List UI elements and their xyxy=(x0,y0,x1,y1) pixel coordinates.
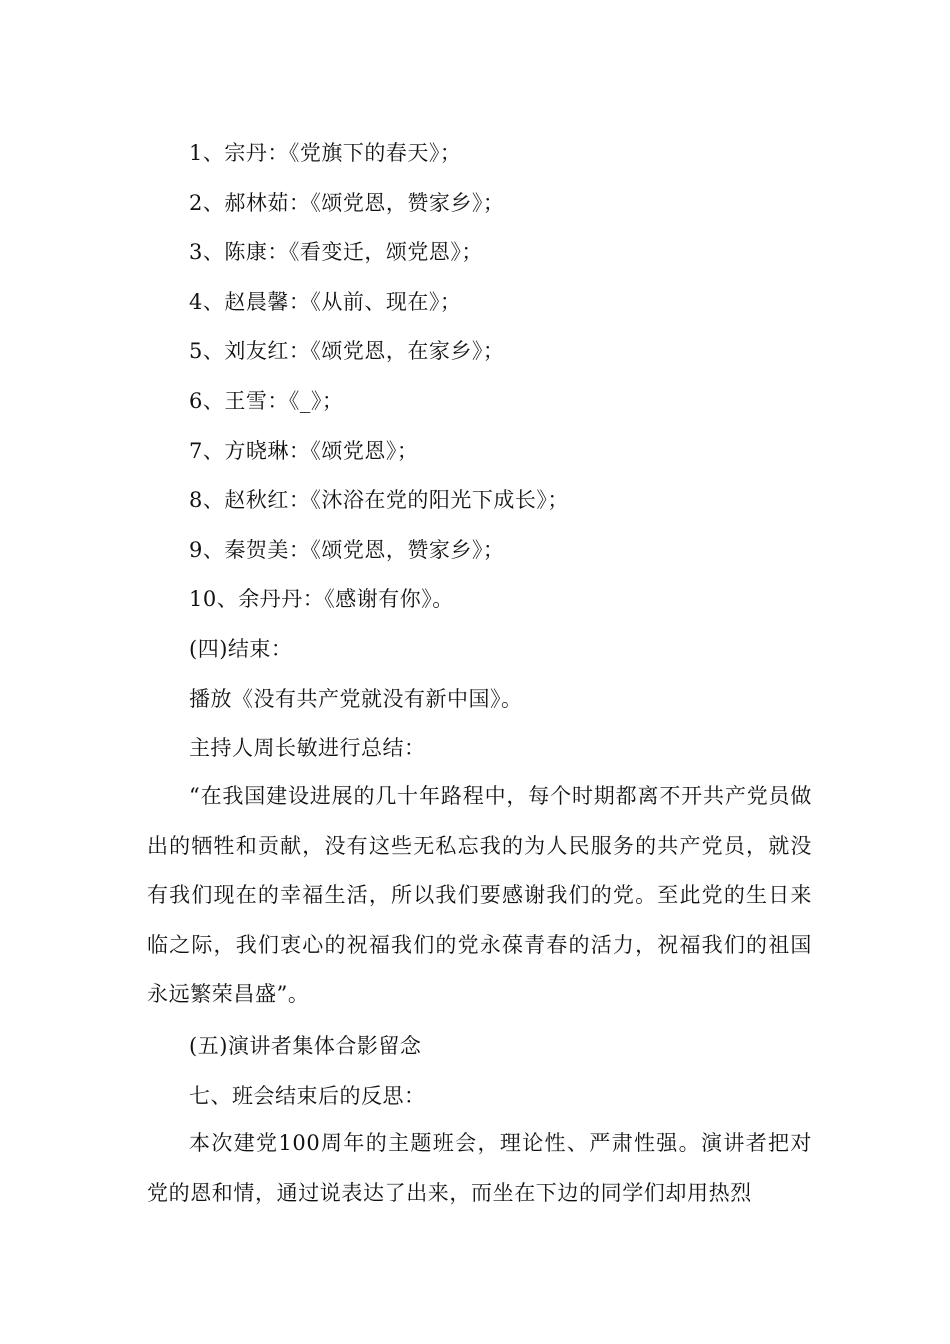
speaker-item-3: 3、陈康：《看变迁，颂党恩》； xyxy=(189,240,483,264)
speaker-item-10: 10、余丹丹：《感谢有你》。 xyxy=(189,587,454,611)
section-seven-heading: 七、班会结束后的反思： xyxy=(189,1084,426,1108)
summary-quote-paragraph: “在我国建设进展的几十年路程中，每个时期都离不开共产党员做出的牺牲和贡献，没有这些无私忘我的为人民服务的共产党员，就没有我们现在的幸福生活，所以我们要感谢我们的党。至此党的生日来临之际，我们衷心的祝福我们的党永葆青春的活力，祝福我们的祖国永远繁荣昌盛”。 xyxy=(147,784,812,1006)
speaker-item-8: 8、赵秋红：《沐浴在党的阳光下成长》； xyxy=(189,488,569,512)
speaker-item-5: 5、刘友红：《颂党恩，在家乡》； xyxy=(189,339,505,363)
reflection-paragraph: 本次建党100周年的主题班会，理论性、严肃性强。演讲者把对党的恩和情，通过说表达了出来，而坐在下边的同学们却用热烈 xyxy=(147,1131,812,1205)
play-song-line: 播放《没有共产党就没有新中国》。 xyxy=(189,687,523,711)
speaker-item-7: 7、方晓琳：《颂党恩》； xyxy=(189,439,419,463)
speaker-item-4: 4、赵晨馨：《从前、现在》； xyxy=(189,290,462,314)
host-summary-line: 主持人周长敏进行总结： xyxy=(189,736,426,760)
section-five-heading: (五)演讲者集体合影留念 xyxy=(189,1034,422,1058)
section-four-heading: (四)结束： xyxy=(189,637,293,661)
speaker-item-2: 2、郝林茹：《颂党恩，赞家乡》； xyxy=(189,191,505,215)
speaker-item-9: 9、秦贺美：《颂党恩，赞家乡》； xyxy=(189,538,505,562)
speaker-item-6: 6、王雪：《_》； xyxy=(189,389,344,413)
speaker-item-1: 1、宗丹：《党旗下的春天》； xyxy=(189,141,462,165)
